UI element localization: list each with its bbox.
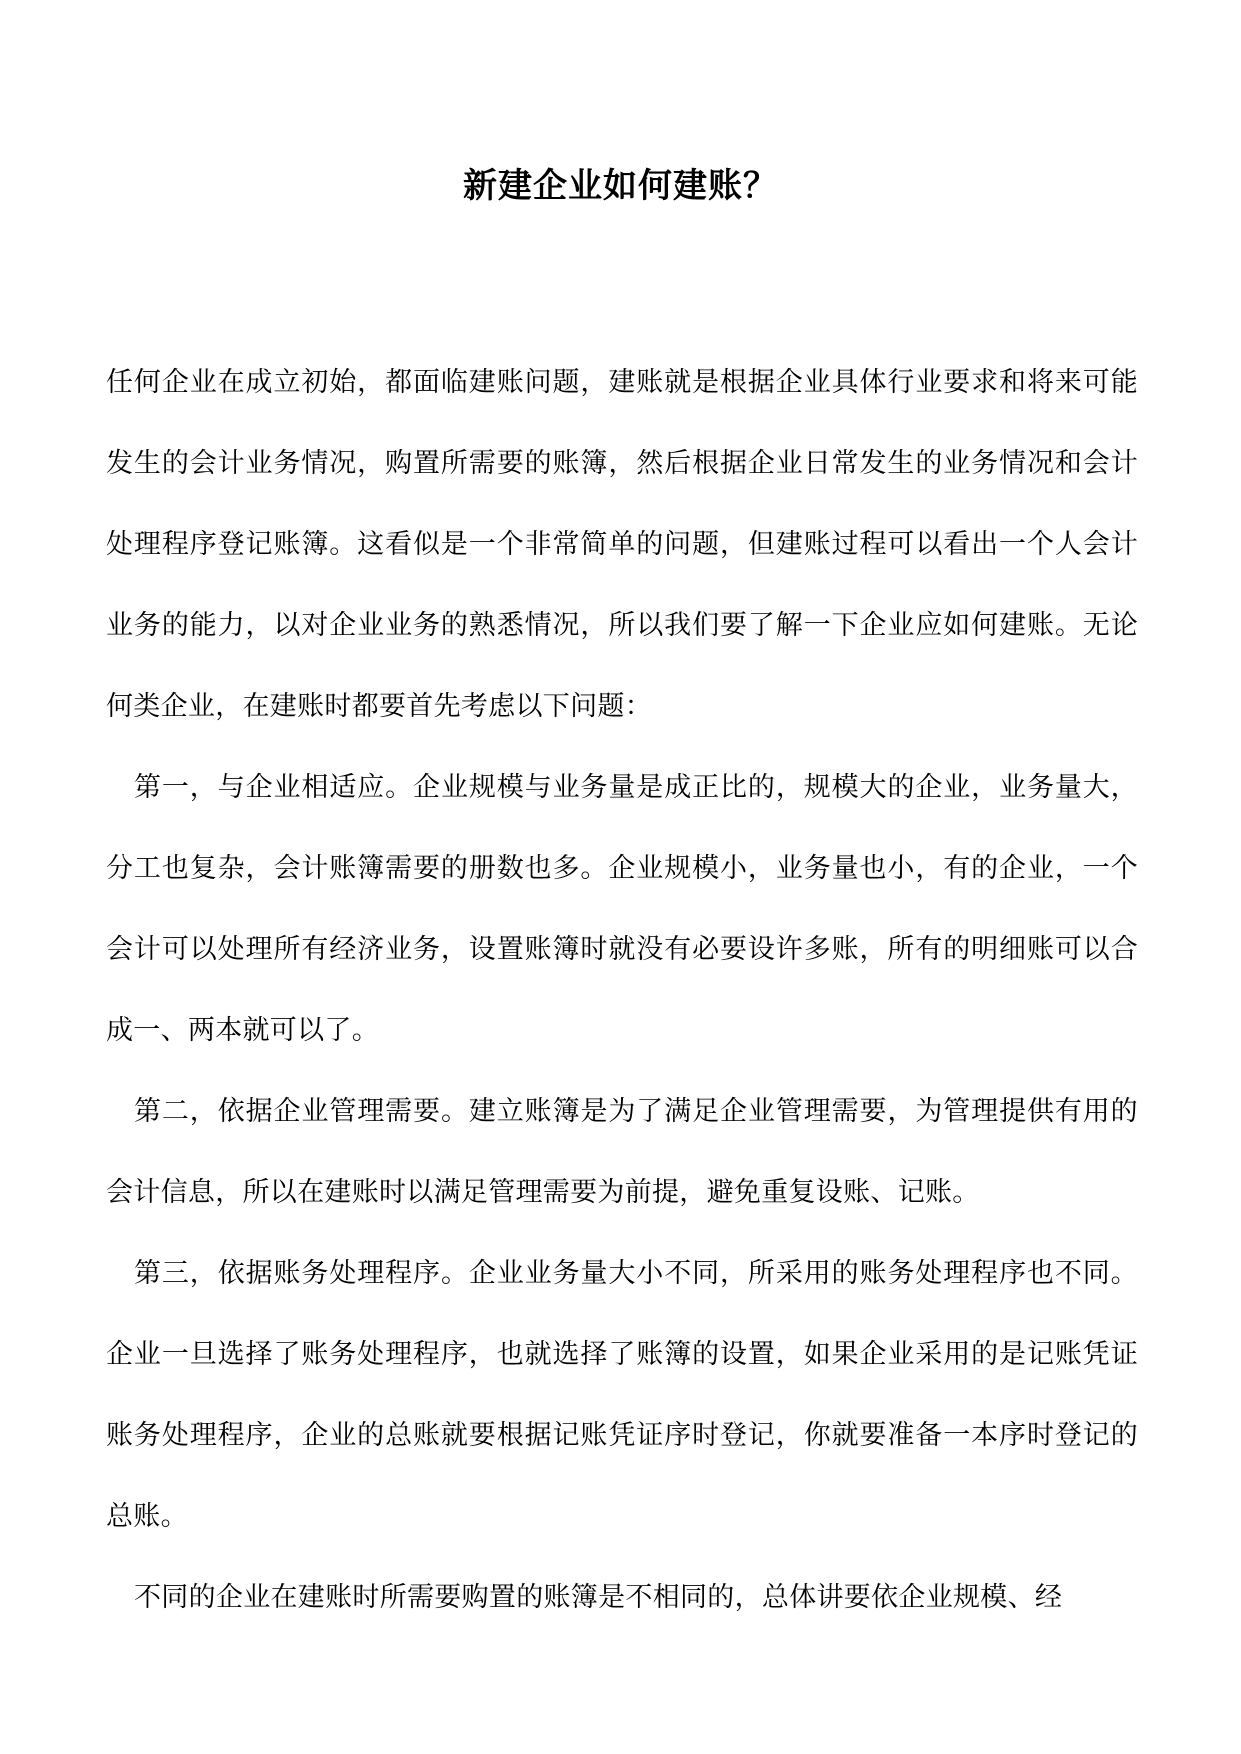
paragraph-second-point: 第二，依据企业管理需要。建立账簿是为了满足企业管理需要，为管理提供有用的会计信息，所以在建账时以满足管理需要为前提，避免重复设账、记账。 bbox=[106, 1096, 1138, 1208]
paragraph-intro: 任何企业在成立初始，都面临建账问题，建账就是根据企业具体行业要求和将来可能发生的会计业务情况，购置所需要的账簿，然后根据企业日常发生的业务情况和会计处理程序登记账簿。这看似是一个非常简单的问题，但建账过程可以看出一个人会计业务的能力，以对企业业务的熟悉情况，所以我们要了解一下企业应如何建账。无论何类企业，在建账时都要首先考虑以下问题： bbox=[106, 367, 1138, 722]
paragraph-first-point: 第一，与企业相适应。企业规模与业务量是成正比的，规模大的企业，业务量大，分工也复杂，会计账簿需要的册数也多。企业规模小，业务量也小，有的企业，一个会计可以处理所有经济业务，设置账簿时就没有必要设许多账，所有的明细账可以合成一、两本就可以了。 bbox=[106, 772, 1138, 1046]
paragraph-third-point: 第三，依据账务处理程序。企业业务量大小不同，所采用的账务处理程序也不同。企业一旦选择了账务处理程序，也就选择了账簿的设置，如果企业采用的是记账凭证账务处理程序，企业的总账就要根据记账凭证序时登记，你就要准备一本序时登记的总账。 bbox=[106, 1258, 1138, 1532]
document-title: 新建企业如何建账？ bbox=[463, 166, 778, 206]
paragraph-conclusion: 不同的企业在建账时所需要购置的账簿是不相同的，总体讲要依企业规模、经 bbox=[134, 1582, 1063, 1613]
document-body bbox=[106, 342, 1138, 1638]
